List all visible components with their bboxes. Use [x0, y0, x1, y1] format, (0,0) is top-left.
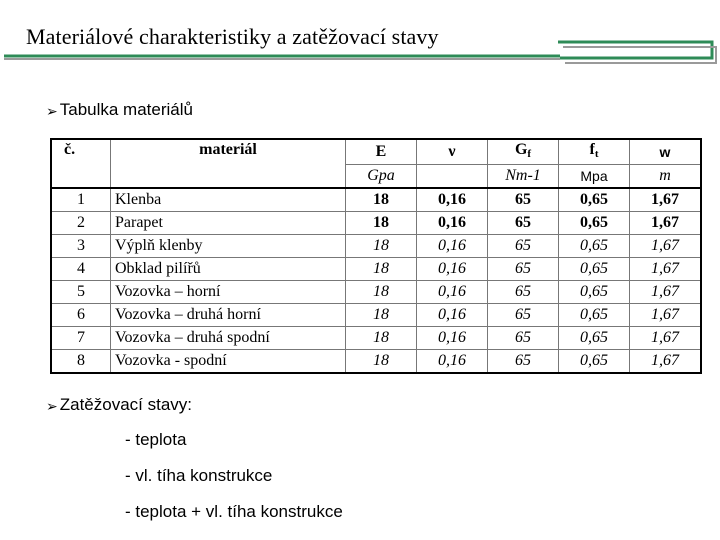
header-material: materiál [111, 139, 346, 188]
cell-w: 1,67 [630, 188, 702, 212]
header-gf-symbol: G [514, 141, 528, 158]
section-bullet-load-cases [46, 395, 192, 415]
header-nu: ν [417, 139, 488, 165]
cell-no: 6 [51, 304, 111, 327]
header-ft [559, 139, 630, 165]
cell-ft: 0,65 [559, 327, 630, 350]
cell-e: 18 [346, 327, 417, 350]
cell-material: Vozovka – druhá spodní [111, 327, 346, 350]
cell-nu: 0,16 [417, 281, 488, 304]
arrow-bullet-icon: ➢ [46, 103, 58, 119]
cell-ft: 0,65 [559, 188, 630, 212]
cell-material: Obklad pilířů [111, 258, 346, 281]
header-ft-sub: t [594, 148, 599, 160]
cell-no: 2 [51, 212, 111, 235]
section-bullet-materials [46, 100, 193, 120]
cell-no: 3 [51, 235, 111, 258]
cell-ft: 0,65 [559, 304, 630, 327]
load-case-item: - vl. tíha konstrukce [125, 466, 273, 485]
cell-nu: 0,16 [417, 188, 488, 212]
unit-nu [417, 165, 488, 189]
header-gf-sub: f [527, 148, 532, 160]
corner-bracket-gray [563, 47, 716, 63]
title-rule [0, 0, 720, 70]
cell-ft: 0,65 [559, 281, 630, 304]
cell-material: Vozovka – druhá horní [111, 304, 346, 327]
cell-no: 7 [51, 327, 111, 350]
cell-material: Parapet [111, 212, 346, 235]
cell-gf: 65 [488, 304, 559, 327]
header-no: č. [51, 139, 111, 188]
cell-gf: 65 [488, 235, 559, 258]
cell-gf: 65 [488, 212, 559, 235]
header-w: w [630, 139, 702, 165]
cell-e: 18 [346, 281, 417, 304]
load-case-item: - teplota [125, 430, 187, 449]
cell-nu: 0,16 [417, 304, 488, 327]
header-gf [488, 139, 559, 165]
cell-w: 1,67 [630, 327, 702, 350]
table-header-row [51, 139, 701, 165]
corner-bracket-green [558, 42, 712, 58]
unit-gf: Nm-1 [488, 165, 559, 189]
cell-w: 1,67 [630, 304, 702, 327]
cell-material: Vozovka - spodní [111, 350, 346, 374]
cell-no: 5 [51, 281, 111, 304]
cell-nu: 0,16 [417, 350, 488, 374]
cell-material: Klenba [111, 188, 346, 212]
cell-gf: 65 [488, 350, 559, 374]
cell-no: 4 [51, 258, 111, 281]
section-load-cases-label: Zatěžovací stavy: [59, 395, 193, 414]
unit-ft: Mpa [559, 165, 630, 189]
table-row [51, 188, 701, 212]
header-ft-symbol: f [589, 141, 595, 158]
cell-nu: 0,16 [417, 235, 488, 258]
table-row [51, 350, 701, 374]
cell-material: Výplň klenby [111, 235, 346, 258]
cell-material: Vozovka – horní [111, 281, 346, 304]
cell-w: 1,67 [630, 235, 702, 258]
cell-e: 18 [346, 304, 417, 327]
materials-table [50, 138, 702, 374]
cell-ft: 0,65 [559, 212, 630, 235]
cell-e: 18 [346, 212, 417, 235]
cell-w: 1,67 [630, 350, 702, 374]
cell-no: 1 [51, 188, 111, 212]
cell-e: 18 [346, 350, 417, 374]
cell-nu: 0,16 [417, 212, 488, 235]
cell-gf: 65 [488, 188, 559, 212]
unit-w: m [630, 165, 702, 189]
load-case-item: - teplota + vl. tíha konstrukce [125, 502, 343, 521]
table-row [51, 235, 701, 258]
cell-w: 1,67 [630, 281, 702, 304]
cell-w: 1,67 [630, 212, 702, 235]
table-row [51, 327, 701, 350]
table-row [51, 212, 701, 235]
cell-e: 18 [346, 258, 417, 281]
section-materials-label: Tabulka materiálů [59, 100, 193, 119]
cell-e: 18 [346, 188, 417, 212]
cell-gf: 65 [488, 327, 559, 350]
header-e: E [346, 139, 417, 165]
cell-e: 18 [346, 235, 417, 258]
table-row [51, 281, 701, 304]
table-row [51, 258, 701, 281]
cell-gf: 65 [488, 258, 559, 281]
slide-title: Materiálové charakteristiky a zatěžovací stavy [26, 24, 439, 49]
cell-no: 8 [51, 350, 111, 374]
cell-gf: 65 [488, 281, 559, 304]
arrow-bullet-icon: ➢ [46, 398, 58, 414]
cell-nu: 0,16 [417, 327, 488, 350]
cell-ft: 0,65 [559, 350, 630, 374]
unit-e: Gpa [346, 165, 417, 189]
cell-ft: 0,65 [559, 258, 630, 281]
cell-w: 1,67 [630, 258, 702, 281]
table-row [51, 304, 701, 327]
cell-ft: 0,65 [559, 235, 630, 258]
cell-nu: 0,16 [417, 258, 488, 281]
